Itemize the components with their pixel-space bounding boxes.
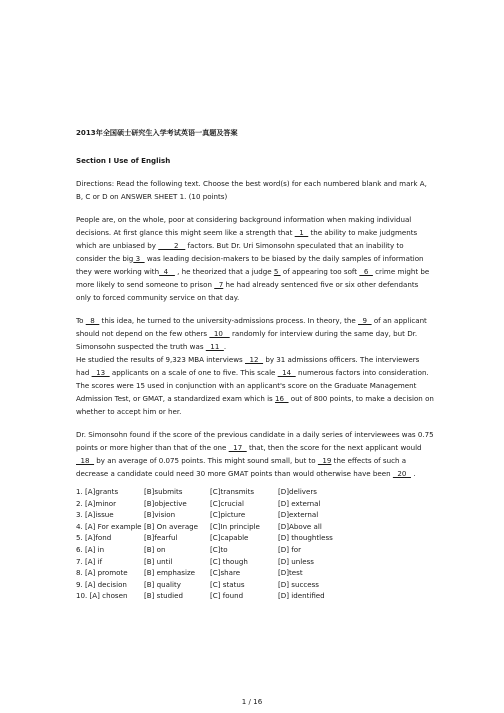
option-row <box>76 509 434 521</box>
option-b: [B]fearful <box>144 533 178 543</box>
option-c: [C]capable <box>210 533 249 543</box>
option-b: [B] on <box>144 544 166 554</box>
option-d: [D] external <box>278 498 321 508</box>
option-d: [D] success <box>278 579 320 589</box>
option-a: 6. [A] in <box>76 544 105 554</box>
passage-text: Dr. Simonsohn found if the score of the previous candidate in a daily series of interviewees was 0.75 points or more higher than that of the one <box>76 430 434 452</box>
passage-text: crime might be more likely to send someone to prison <box>76 267 430 289</box>
blank-4: 4 <box>159 267 175 276</box>
passage-text: numerous factors into consideration. The scores were 15 used in conjunction with an applicant's score on the Graduate Management Admission Test, or GMAT, a standardized exam which is <box>76 368 429 403</box>
option-row <box>76 532 434 544</box>
option-c: [C]picture <box>210 510 246 520</box>
option-d: [D]test <box>278 568 303 578</box>
passage-text: applicants on a scale of one to five. This scale <box>109 368 278 377</box>
option-b: [B]submits <box>144 487 183 496</box>
blank-11: 11 <box>205 342 224 351</box>
option-c: [C] status <box>210 579 245 589</box>
option-c: [C]crucial <box>210 498 244 508</box>
passage-text: of appearing too soft <box>280 267 360 276</box>
blank-19: 19 <box>317 456 332 465</box>
option-a: 8. [A] promote <box>76 568 128 578</box>
blank-9: 9 <box>358 316 372 325</box>
option-d: [D] thoughtless <box>278 533 333 543</box>
document-body <box>76 126 434 602</box>
blank-3: 3 <box>133 254 145 263</box>
blank-20: 20 <box>392 469 411 478</box>
option-c: [C]share <box>210 568 241 578</box>
option-a: 7. [A] if <box>76 556 103 566</box>
option-row <box>76 556 434 568</box>
option-d: [D]Above all <box>278 521 322 531</box>
passage-text: he had already sentenced five or six other defendants only to forced community service on that day. <box>76 280 419 302</box>
option-b: [B] until <box>144 556 173 566</box>
passage-text: by 31 admissions officers. The interviewers had <box>76 355 420 377</box>
option-b: [B] emphasize <box>144 568 196 578</box>
option-row <box>76 498 434 510</box>
passage-text: He studied the results of 9,323 MBA interviews <box>76 355 246 364</box>
passage-text: was leading decision-makers to be biased by the daily samples of information they were working with <box>76 254 424 276</box>
passage-text: this idea, he turned to the university-admissions process. In theory, the <box>99 316 359 325</box>
blank-2: 2 <box>158 241 186 250</box>
blank-18: 18 <box>76 456 95 465</box>
option-row <box>76 590 434 602</box>
passage-text: factors. But Dr. Uri Simonsohn speculated that an inability to consider the big <box>76 241 404 263</box>
option-row <box>76 486 434 498</box>
blank-14: 14 <box>277 368 296 377</box>
passage-paragraph-1 <box>76 213 434 304</box>
passage-text: the effects of such a decrease a candidate could need 30 more GMAT points than would otherwise have been <box>76 456 407 478</box>
option-row <box>76 579 434 591</box>
option-a: 5. [A]fond <box>76 533 112 543</box>
option-a: 9. [A] decision <box>76 579 127 589</box>
blank-17: 17 <box>228 443 247 452</box>
passage-text: the ability to make judgments which are unbiased by <box>76 228 418 250</box>
blank-10: 10 <box>209 329 230 338</box>
option-b: [B]objective <box>144 498 187 508</box>
passage-text: that, then the score for the next applicant would <box>246 443 422 452</box>
passage-text: To <box>76 316 86 325</box>
option-c: [C]to <box>210 544 228 554</box>
option-d: [D]external <box>278 510 319 520</box>
option-b: [B]vision <box>144 510 176 520</box>
option-row <box>76 544 434 556</box>
passage-text: by an average of 0.075 points. This might sound small, but to <box>94 456 318 465</box>
option-c: [C] though <box>210 556 248 566</box>
option-b: [B] quality <box>144 579 181 589</box>
option-d: [D]delivers <box>278 487 317 496</box>
option-c: [C]transmits <box>210 487 255 496</box>
option-row <box>76 567 434 579</box>
blank-16: 16 <box>275 394 289 403</box>
passage-text: out of 800 points, to make a decision on whether to accept him or her. <box>76 394 434 416</box>
passage-paragraph-2 <box>76 314 434 353</box>
option-b: [B] On average <box>144 521 199 531</box>
option-a: 2. [A]minor <box>76 498 117 508</box>
option-b: [B] studied <box>144 591 183 601</box>
blank-6: 6 <box>359 267 373 276</box>
option-a: 10. [A] chosen <box>76 591 128 601</box>
passage-text: . <box>410 469 416 478</box>
blank-1: 1 <box>294 228 309 237</box>
directions-text: Directions: Read the following text. Choose the best word(s) for each numbered blank and mark A, B, C or D on ANSWER SHEET 1. (10 points) <box>76 179 427 201</box>
passage-text: . <box>223 342 227 351</box>
passage-text: of an applicant should not depend on the few others <box>76 316 427 338</box>
option-a: 4. [A] For example <box>76 521 142 531</box>
passage-text: People are, on the whole, poor at considering background information when making individual decisions. At first glance this might seem like a strength that <box>76 215 412 237</box>
page-number: 1 / 16 <box>241 697 263 706</box>
passage-paragraph-3 <box>76 353 434 418</box>
option-d: [D] for <box>278 544 302 554</box>
answer-options <box>76 486 434 602</box>
blank-5: 5 <box>273 267 281 276</box>
passage-paragraph-4 <box>76 428 434 480</box>
passage-text: randomly for interview during the same day, but Dr. Simonsohn suspected the truth was <box>76 329 418 351</box>
option-c: [C] found <box>210 591 244 601</box>
option-a: 3. [A]issue <box>76 510 114 520</box>
option-a: 1. [A]grants <box>76 487 119 496</box>
blank-8: 8 <box>85 316 100 325</box>
section-heading: Section I Use of English <box>76 156 171 165</box>
passage-text: , he theorized that a judge <box>174 267 274 276</box>
blank-7: 7 <box>214 280 224 289</box>
option-d: [D] unless <box>278 556 314 566</box>
option-d: [D] identified <box>278 591 325 601</box>
option-row <box>76 521 434 533</box>
blank-13: 13 <box>91 368 110 377</box>
blank-12: 12 <box>245 355 264 364</box>
option-c: [C]In principle <box>210 521 260 531</box>
document-title: 2013年全国硕士研究生入学考试英语一真题及答案 <box>76 128 238 137</box>
